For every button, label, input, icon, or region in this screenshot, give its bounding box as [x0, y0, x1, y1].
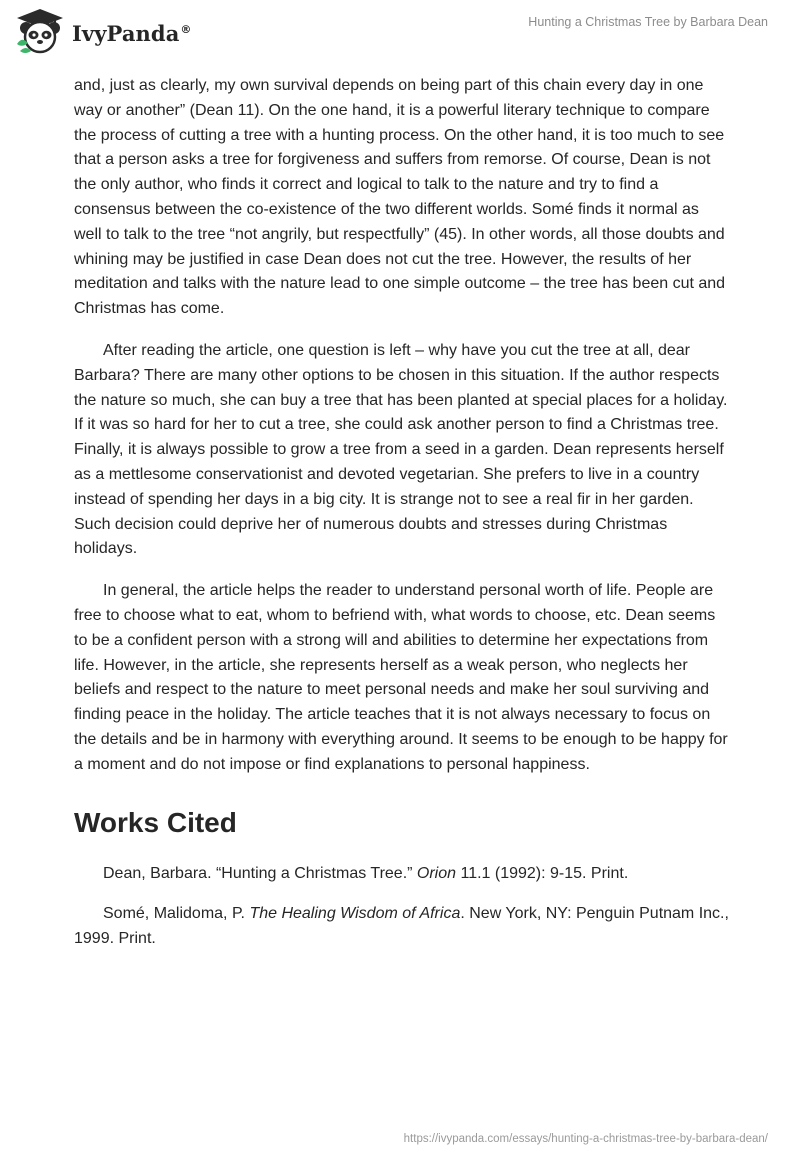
citation-text: 11.1 (1992): 9-15. Print.: [456, 864, 629, 882]
brand-name: IvyPanda®: [72, 20, 192, 46]
registered-mark: ®: [180, 22, 192, 36]
works-cited-heading: Works Cited: [74, 806, 237, 838]
paragraph: After reading the article, one question is left – why have you cut the tree at all, dear Barbara? There are many other options to be chosen in this situation. If the author respects the nature so much, she can buy a tree that has been planted at special places for a holiday. If it was so hard for her to cut a tree, she could ask another person to find a Christmas tree. Finally, it is always possible to grow a tree from a seed in a garden. Dean represents herself as a mettlesome conservationist and devoted vegetarian. She prefers to live in a country instead of spending her days in a big city. It is strange not to see a real fir in her garden. Such decision could deprive her of numerous doubts and stresses during Christmas holidays.: [74, 341, 728, 558]
citation-italic-title: Orion: [416, 864, 457, 882]
citation-italic-title: The Healing Wisdom of Africa: [249, 905, 461, 923]
page-header: [0, 0, 800, 66]
footer-source-url[interactable]: https://ivypanda.com/essays/hunting-a-christmas-tree-by-barbara-dean/: [403, 1133, 768, 1145]
citation-text: Somé, Malidoma, P.: [103, 905, 250, 923]
citation-entry: [74, 862, 729, 887]
panda-graduate-logo-icon: [14, 6, 66, 58]
citation-text: . New York, NY: Penguin Putnam Inc., 1999. Print.: [74, 905, 729, 948]
brand-logo[interactable]: [14, 6, 192, 58]
paragraph-continued: and, just as clearly, my own survival depends on being part of this chain every day in one way or another” (Dean 11). On the one hand, it is a powerful literary technique to compare the process of cutting a tree with a hunting process. On the other hand, it is too much to see that a person asks a tree for forgiveness and suffers from remorse. Of course, Dean is not the only author, who finds it correct and logical to talk to the nature and try to find a consensus between the co-existence of the two different worlds. Somé finds it normal as well to talk to the tree “not angrily, but respectfully” (45). In other words, all those doubts and whining may be justified in case Dean does not cut the tree. However, the results of her meditation and talks with the nature lead to one simple outcome – the tree has been cut and Christmas has come.: [74, 77, 726, 318]
citation-entry: [74, 902, 729, 952]
paragraph: In general, the article helps the reader to understand personal worth of life. People are free to choose what to eat, whom to befriend with, what words to choose, etc. Dean seems to be a confident person with a strong will and abilities to determine her expectations from life. However, in the article, she represents herself as a weak person, who neglects her beliefs and respect to the nature to meet personal needs and make her soul surviving and finding peace in the holiday. The article teaches that it is not always necessary to focus on the details and be in harmony with everything around. It seems to be enough to be happy for a moment and do not impose or find explanations to personal happiness.: [74, 582, 728, 773]
document-title: Hunting a Christmas Tree by Barbara Dean: [528, 15, 768, 29]
citation-text: Dean, Barbara. “Hunting a Christmas Tree.”: [103, 864, 417, 882]
essay-content: [74, 74, 729, 968]
